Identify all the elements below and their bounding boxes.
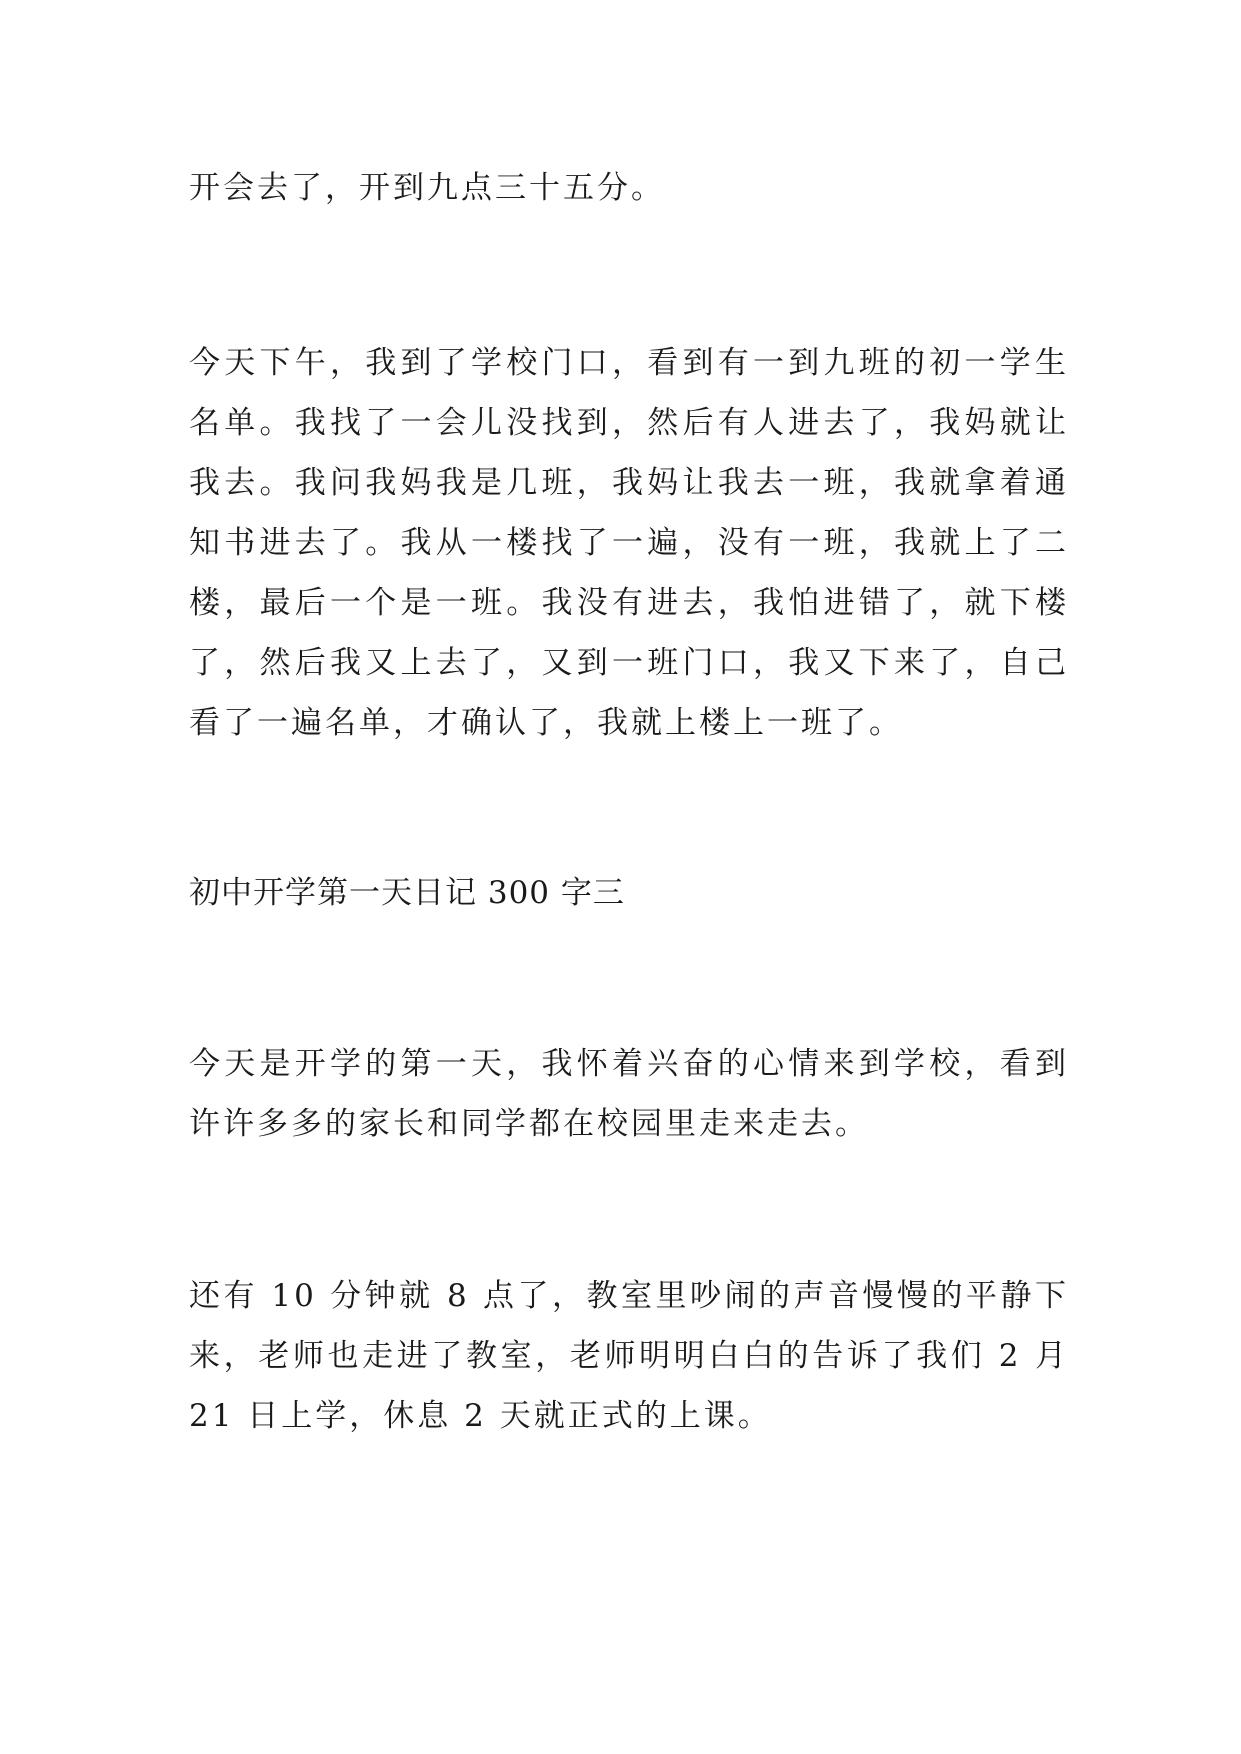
paragraph-4: 还有 10 分钟就 8 点了，教室里吵闹的声音慢慢的平静下来，老师也走进了教室，老师明明白白的告诉了我们 2 月 21 日上学，休息 2 天就正式的上课。 bbox=[189, 1278, 1069, 1434]
paragraph-3: 今天是开学的第一天，我怀着兴奋的心情来到学校，看到许许多多的家长和同学都在校园里走来走去。 bbox=[189, 1046, 1069, 1142]
section-heading: 初中开学第一天日记 300 字三 bbox=[189, 875, 625, 911]
paragraph-1: 开会去了，开到九点三十五分。 bbox=[189, 170, 665, 206]
paragraph-2: 今天下午，我到了学校门口，看到有一到九班的初一学生名单。我找了一会儿没找到，然后有人进去了，我妈就让我去。我问我妈我是几班，我妈让我去一班，我就拿着通知书进去了。我从一楼找了一遍，没有一班，我就上了二楼，最后一个是一班。我没有进去，我怕进错了，就下楼了，然后我又上去了，又到一班门口，我又下来了，自己看了一遍名单，才确认了，我就上楼上一班了。 bbox=[189, 345, 1069, 741]
